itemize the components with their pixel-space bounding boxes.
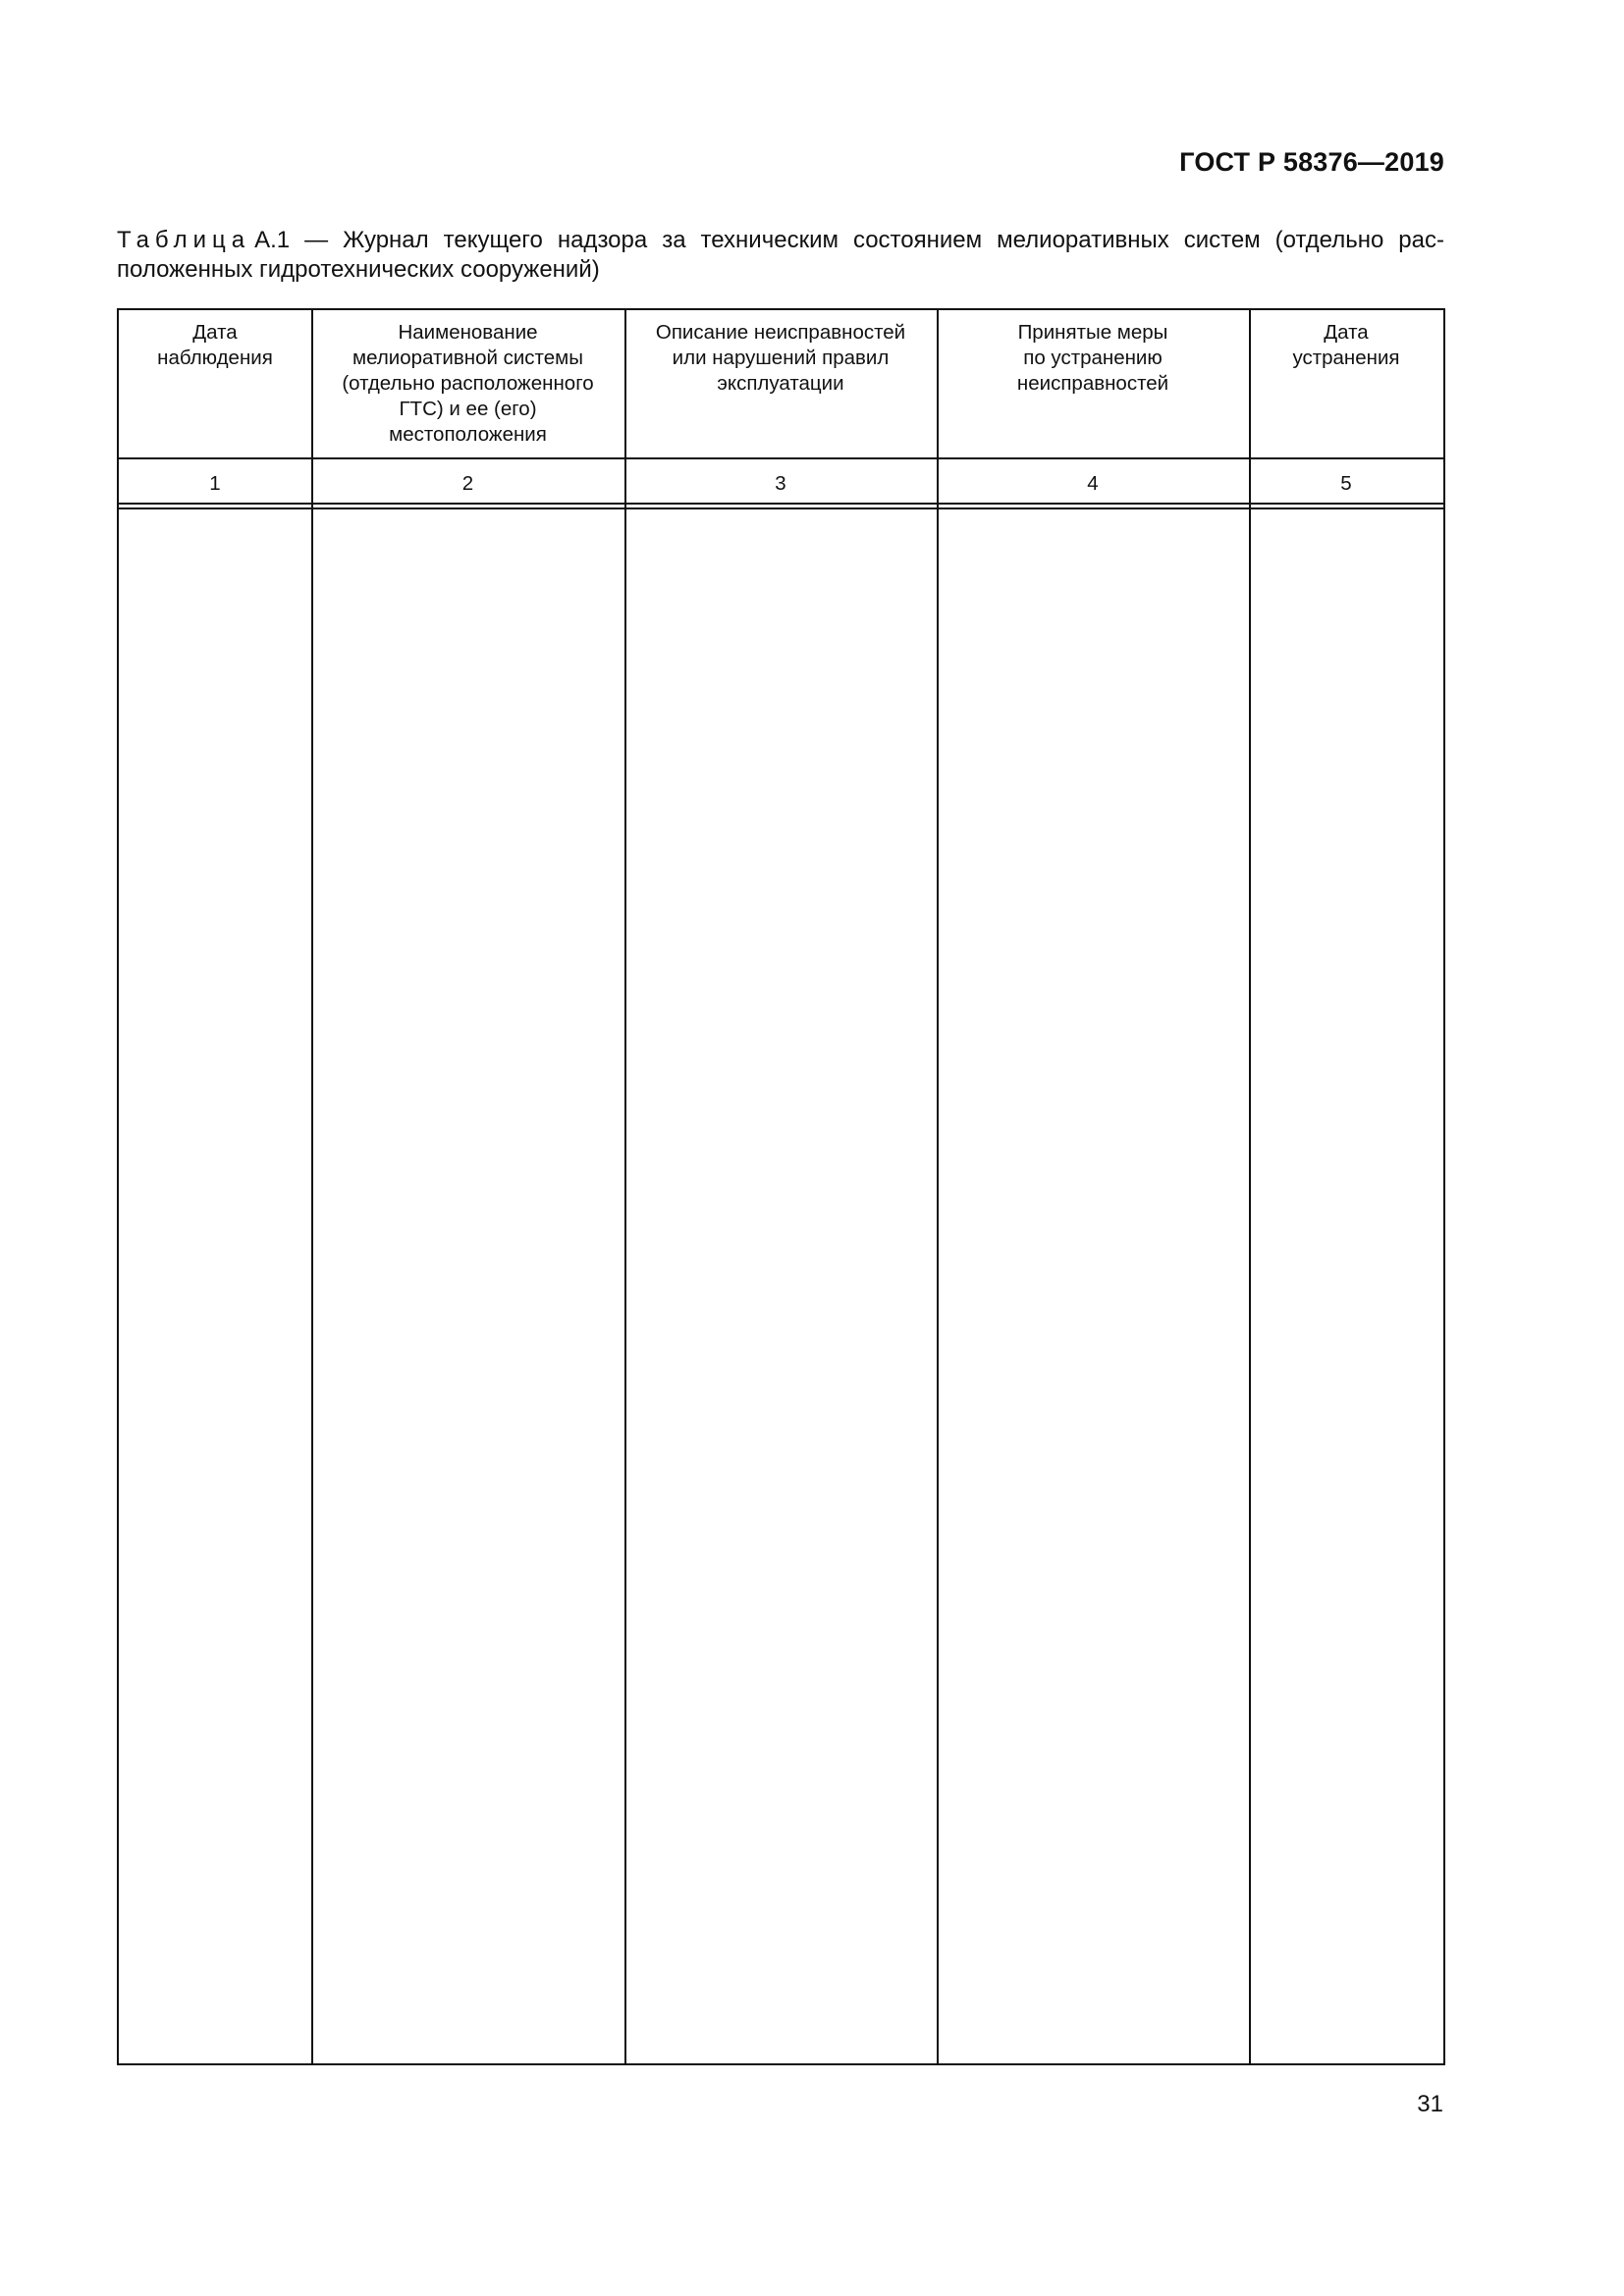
column-header-line: (отдельно расположенного	[342, 372, 594, 395]
table-body-empty	[119, 507, 1443, 2063]
table-caption-line-1	[117, 226, 1444, 255]
column-header-fault-description	[624, 320, 937, 397]
column-number-4: 4	[1087, 472, 1099, 495]
column-header-line: Принятые меры	[1017, 321, 1168, 344]
column-header-line: мелиоративной системы	[352, 347, 583, 369]
document-standard-header: ГОСТ Р 58376—2019	[1179, 147, 1444, 177]
column-header-line: устранения	[1292, 347, 1400, 369]
column-number-5: 5	[1340, 472, 1352, 495]
column-header-line: ГТС) и ее (его)	[399, 398, 537, 420]
column-header-line: Описание неисправностей	[655, 321, 906, 344]
column-header-fix-date	[1249, 320, 1443, 371]
table-caption-line-2: положенных гидротехнических сооружений)	[117, 256, 600, 283]
column-header-measures-taken	[937, 320, 1249, 397]
column-header-line: Наименование	[398, 321, 538, 344]
column-header-line: Дата	[1324, 321, 1369, 344]
column-header-line: наблюдения	[157, 347, 273, 369]
table-caption-text-1: А.1 — Журнал текущего надзора за техническим состоянием мелиоративных систем (отдельно рас-	[254, 227, 1444, 253]
column-header-line: эксплуатации	[717, 372, 844, 395]
column-header-system-name	[311, 320, 624, 448]
table-caption	[117, 226, 1444, 285]
column-header-observation-date	[119, 320, 311, 371]
column-header-line: неисправностей	[1016, 372, 1169, 395]
column-header-line: Дата	[192, 321, 238, 344]
table-caption-label: Таблица	[117, 227, 251, 253]
page-number: 31	[1417, 2091, 1443, 2117]
column-number-1: 1	[209, 472, 221, 495]
journal-table	[117, 308, 1445, 2065]
column-number-2: 2	[461, 472, 474, 495]
table-header-divider	[119, 457, 1443, 459]
column-header-line: или нарушений правил	[672, 347, 890, 369]
column-header-line: местоположения	[389, 423, 547, 446]
column-header-line: по устранению	[1023, 347, 1163, 369]
column-number-3: 3	[775, 472, 786, 495]
